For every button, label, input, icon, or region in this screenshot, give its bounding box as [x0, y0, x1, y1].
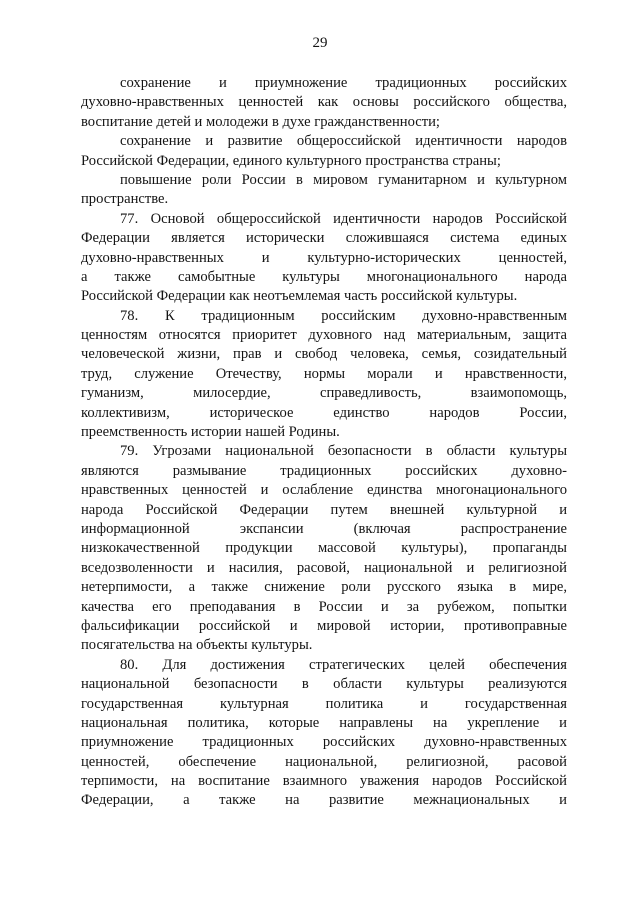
- paragraph: [81, 74, 567, 132]
- text-line: ценностям относятся приоритет духовного над материальным, защита: [81, 327, 567, 344]
- text-line: ценностей, обеспечение национальной, религиозной, расовой: [81, 753, 567, 770]
- text-line: качества его преподавания в России и за рубежом, попытки: [81, 598, 567, 615]
- text-line: национальная политика, которые направлены на укрепление и: [81, 714, 567, 731]
- text-line: гуманизм, милосердие, справедливость, взаимопомощь,: [81, 385, 567, 402]
- text-line: духовно-нравственных ценностей как основы российского общества,: [81, 94, 567, 111]
- text-line: преемственность истории нашей Родины.: [81, 424, 340, 441]
- text-line: Российской Федерации, единого культурного пространства страны;: [81, 152, 501, 169]
- text-line: человеческой жизни, прав и свобод человека, семья, созидательный: [81, 346, 567, 363]
- text-line: национальной безопасности в области культуры реализуются: [81, 676, 567, 693]
- document-body: [81, 74, 567, 811]
- text-line: духовно-нравственных и культурно-исторических ценностей,: [81, 249, 567, 266]
- text-line: воспитание детей и молодежи в духе гражданственности;: [81, 113, 440, 130]
- text-line: коллективизм, историческое единство народов России,: [81, 404, 567, 421]
- paragraph: [81, 442, 567, 655]
- text-line: Федерации является исторически сложившаяся система единых: [81, 230, 567, 247]
- text-line: государственная культурная политика и государственная: [81, 695, 567, 712]
- text-line: фальсификации российской и мировой истории, противоправные: [81, 617, 567, 634]
- text-line: а также самобытные культуры многонационального народа: [81, 268, 567, 285]
- text-line: 78. К традиционным российским духовно-нравственным: [120, 307, 567, 324]
- text-line: 80. Для достижения стратегических целей обеспечения: [120, 656, 567, 673]
- text-line: низкокачественной продукции массовой культуры), пропаганды: [81, 540, 567, 557]
- text-line: повышение роли России в мировом гуманитарном и культурном: [120, 171, 567, 188]
- text-line: Федерации, а также на развитие межнациональных и: [81, 792, 567, 809]
- text-line: информационной экспансии (включая распространение: [81, 520, 567, 537]
- paragraph: [81, 307, 567, 443]
- text-line: сохранение и приумножение традиционных российских: [120, 75, 567, 91]
- paragraph: [81, 132, 567, 171]
- text-line: нравственных ценностей и ослабление единства многонационального: [81, 482, 567, 499]
- text-line: сохранение и развитие общероссийской идентичности народов: [120, 133, 567, 150]
- paragraph: [81, 656, 567, 811]
- text-line: народа Российской Федерации путем внешней культурной и: [81, 501, 567, 518]
- text-line: 77. Основой общероссийской идентичности народов Российской: [120, 210, 567, 227]
- page-number: 29: [312, 35, 328, 51]
- paragraph: [81, 210, 567, 307]
- text-line: пространстве.: [81, 191, 169, 208]
- paragraph: [81, 171, 567, 210]
- text-line: труд, служение Отечеству, нормы морали и нравственности,: [81, 365, 567, 382]
- text-line: приумножение традиционных российских духовно-нравственных: [81, 734, 567, 751]
- text-line: являются размывание традиционных российских духовно-: [81, 462, 567, 479]
- text-line: посягательства на объекты культуры.: [81, 637, 313, 654]
- text-line: терпимости, на воспитание взаимного уважения народов Российской: [81, 773, 567, 790]
- text-line: 79. Угрозами национальной безопасности в области культуры: [120, 443, 567, 460]
- text-line: вседозволенности и насилия, расовой, национальной и религиозной: [81, 559, 567, 576]
- text-line: Российской Федерации как неотъемлемая часть российской культуры.: [81, 288, 518, 305]
- text-line: нетерпимости, а также снижение роли русского языка в мире,: [81, 579, 567, 596]
